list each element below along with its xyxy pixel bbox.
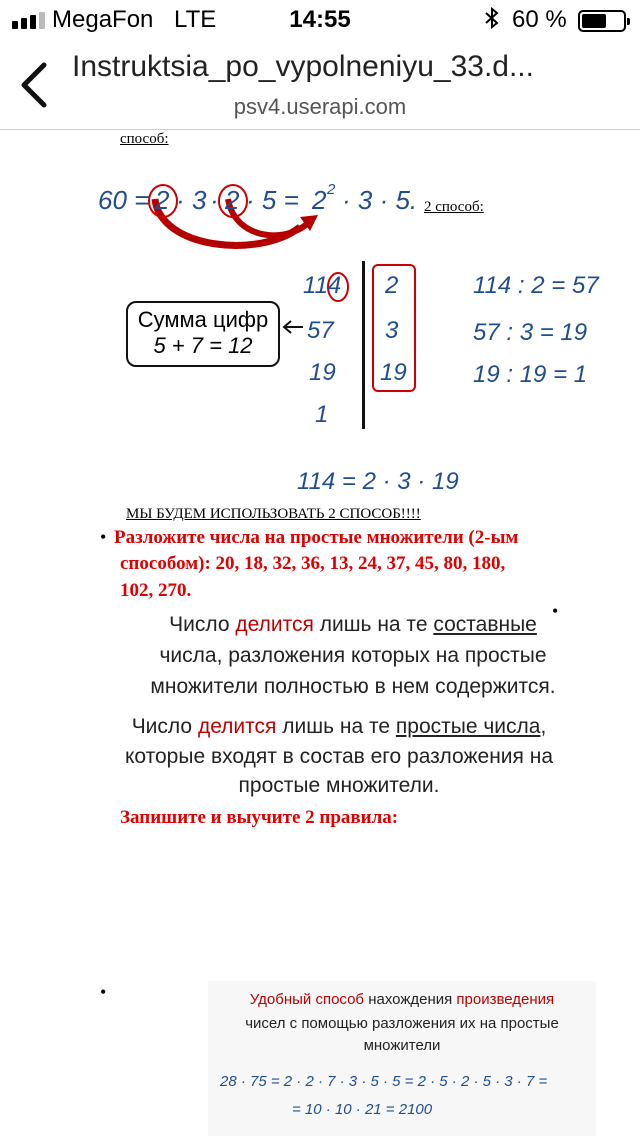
division-step: 57 : 3 = 19	[473, 319, 588, 346]
eq60-lhs: 60 =	[98, 185, 150, 215]
dividend: 19	[309, 359, 336, 386]
rule-line: числа, разложения которых на простые	[159, 644, 547, 667]
bullet: •	[552, 601, 559, 621]
rule-line: Число делится лишь на те простые числа,	[131, 715, 547, 738]
eq60-factor: 2	[225, 185, 240, 215]
prime-factor: 3	[385, 317, 399, 344]
rule-line: которые входят в состав его разложения на	[124, 745, 554, 768]
task-text: 102, 270.	[120, 580, 192, 601]
status-bar	[0, 0, 640, 40]
rule-line: множители полностью в нем содержится.	[150, 675, 556, 698]
dividend: 1	[315, 401, 329, 428]
document-header	[0, 40, 640, 130]
card-title: чисел с помощью разложения их на простые	[245, 1015, 559, 1032]
eq60-result-base: 2	[312, 185, 327, 215]
document-page[interactable]	[0, 131, 640, 1136]
bullet: •	[100, 527, 107, 547]
clock: 14:55	[289, 6, 351, 33]
digit-sum-label: Сумма цифр	[137, 307, 269, 332]
rule-line: Число делится лишь на те составные	[169, 613, 537, 636]
network-type: LTE	[174, 6, 217, 33]
carrier-name: MegaFon	[52, 6, 154, 33]
battery-icon	[578, 10, 626, 32]
eq60-dot: ·	[210, 185, 219, 215]
bullet: •	[100, 982, 107, 1002]
method-label-top: способ:	[120, 131, 169, 147]
division-step: 114 : 2 = 57	[473, 272, 599, 299]
write-rules-heading: Запишите и выучите 2 правила:	[120, 807, 399, 828]
arrow-left-icon	[282, 319, 304, 335]
product-method-card	[208, 981, 596, 1136]
eq60-result-exponent: 2	[327, 181, 336, 198]
dividend: 114	[303, 272, 342, 299]
battery-percent: 60 %	[512, 6, 567, 33]
division-step: 19 : 19 = 1	[473, 361, 588, 388]
rule-line: простые множители.	[238, 774, 440, 797]
prime-factor: 19	[380, 359, 407, 386]
eq60-factor: 2	[155, 185, 170, 215]
dividend: 57	[307, 317, 334, 344]
digit-sum-box	[126, 301, 280, 367]
prime-factor: 2	[385, 272, 399, 299]
bluetooth-icon	[484, 6, 500, 37]
divider-line	[362, 261, 365, 429]
card-title: множители	[363, 1037, 441, 1054]
card-equation: 28 · 75 = 2 · 2 · 7 · 3 · 5 · 5 = 2 · 5 · 2 · 5 · 3 · 7 =	[220, 1073, 548, 1090]
document-source: psv4.userapi.com	[233, 94, 407, 119]
task-text: способом): 20, 18, 32, 36, 13, 24, 37, 45, 80, 180,	[120, 553, 506, 574]
card-equation: = 10 · 10 · 21 = 2100	[292, 1101, 433, 1118]
method2-label: 2 способ:	[424, 199, 484, 215]
eq60-result-rest: · 3 · 5.	[342, 185, 418, 215]
equation-114: 114 = 2 · 3 · 19	[297, 468, 459, 495]
digit-sum-value: 5 + 7 = 12	[153, 333, 253, 358]
eq60-dot: ·	[176, 185, 185, 215]
card-title: Удобный способ нахождения произведения	[249, 991, 555, 1008]
eq60-factor: 3	[192, 185, 207, 215]
eq60-rest: · 5 =	[246, 185, 299, 215]
method-notice: МЫ БУДЕМ ИСПОЛЬЗОВАТЬ 2 СПОСОБ!!!!	[126, 506, 421, 522]
document-title: Instruktsia_po_vypolneniyu_33.d...	[72, 50, 534, 83]
task-text: Разложите числа на простые множители (2-ым	[114, 527, 519, 548]
